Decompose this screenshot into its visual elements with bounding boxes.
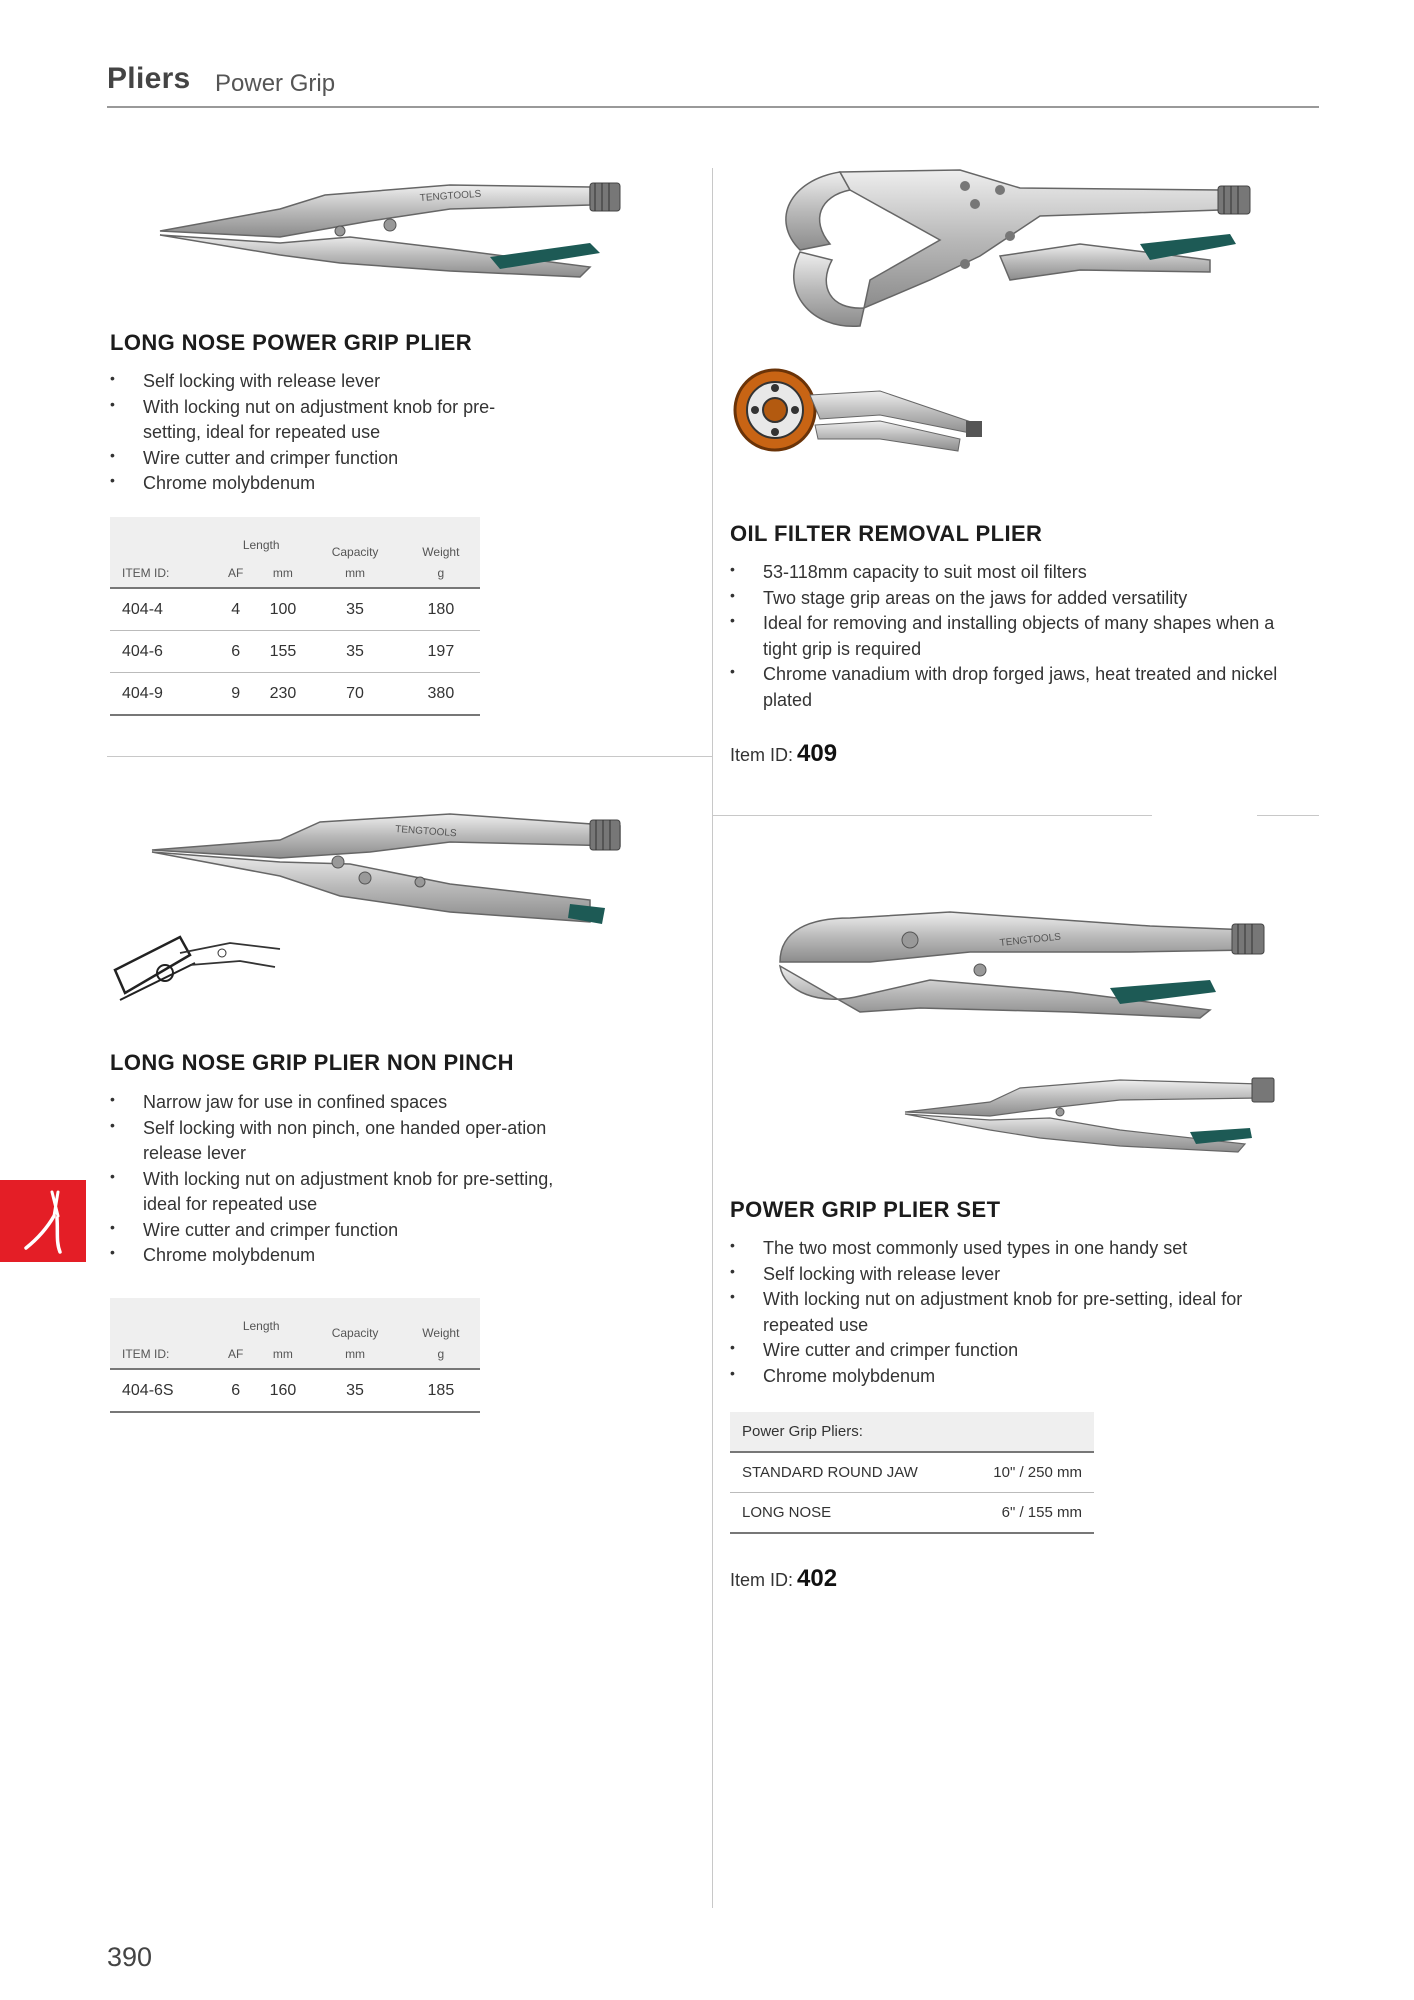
feature-item: • Chrome vanadium with drop forged jaws, heat treated and nickel plated bbox=[730, 662, 1300, 713]
product-title-set: POWER GRIP PLIER SET bbox=[730, 1197, 1001, 1222]
spec-table-long-nose bbox=[110, 517, 480, 716]
cell-plier-size: 6" / 155 mm bbox=[963, 1493, 1094, 1534]
cell-length: 160 bbox=[257, 1369, 308, 1412]
cell-af: 9 bbox=[214, 673, 258, 716]
feature-item: • The two most commonly used types in one handy set bbox=[730, 1236, 1300, 1262]
col-header-capacity: Capacity bbox=[331, 1326, 379, 1340]
feature-item: • Ideal for removing and installing objects of many shapes when a tight grip is required bbox=[730, 611, 1300, 662]
feature-item: • Narrow jaw for use in confined spaces bbox=[110, 1090, 580, 1116]
spec-table-non-pinch bbox=[110, 1298, 480, 1413]
category-tab bbox=[0, 1180, 86, 1262]
feature-item: • Chrome molybdenum bbox=[110, 1243, 580, 1269]
feature-list-non-pinch bbox=[110, 1090, 580, 1269]
cell-length: 155 bbox=[257, 631, 308, 673]
item-id-value: 409 bbox=[797, 740, 838, 767]
feature-item: • Self locking with release lever bbox=[110, 369, 530, 395]
col-header-af: AF bbox=[214, 559, 258, 588]
table-row bbox=[110, 673, 480, 716]
item-id-value: 402 bbox=[797, 1565, 838, 1592]
cell-capacity: 70 bbox=[308, 673, 401, 716]
cell-capacity: 35 bbox=[308, 588, 401, 631]
svg-text:TENGTOOLS: TENGTOOLS bbox=[419, 188, 482, 204]
table-row bbox=[730, 1493, 1094, 1534]
col-header-item: ITEM ID: bbox=[110, 559, 214, 588]
cell-weight: 197 bbox=[402, 631, 480, 673]
cell-length: 230 bbox=[257, 673, 308, 716]
non-pinch-usage-illustration bbox=[110, 925, 290, 1020]
cell-weight: 185 bbox=[402, 1369, 480, 1412]
cell-af: 4 bbox=[214, 588, 258, 631]
set-table-header: Power Grip Pliers: bbox=[730, 1412, 1094, 1452]
page-title: Pliers bbox=[107, 62, 191, 95]
feature-item: • Two stage grip areas on the jaws for added versatility bbox=[730, 586, 1300, 612]
cell-plier-type: LONG NOSE bbox=[730, 1493, 963, 1534]
feature-list-set bbox=[730, 1236, 1300, 1389]
col-header-capacity: Capacity bbox=[331, 545, 379, 559]
feature-item: • With locking nut on adjustment knob for pre-setting, ideal for repeated use bbox=[110, 395, 530, 446]
table-row bbox=[730, 1452, 1094, 1493]
cell-af: 6 bbox=[214, 1369, 258, 1412]
section-divider-right bbox=[712, 815, 1152, 816]
cell-item-id: 404-4 bbox=[110, 588, 214, 631]
col-header-length: Length bbox=[242, 538, 280, 552]
feature-item: • 53-118mm capacity to suit most oil filters bbox=[730, 560, 1300, 586]
feature-item: • Wire cutter and crimper function bbox=[730, 1338, 1300, 1364]
col-header-cap-unit: mm bbox=[308, 559, 401, 588]
table-row bbox=[110, 1369, 480, 1412]
cell-capacity: 35 bbox=[308, 1369, 401, 1412]
item-id-oil-filter bbox=[730, 740, 837, 768]
col-header-mm: mm bbox=[257, 1340, 308, 1369]
non-pinch-plier-image bbox=[150, 800, 640, 935]
table-row bbox=[110, 588, 480, 631]
cell-item-id: 404-6S bbox=[110, 1369, 214, 1412]
product-title-long-nose: LONG NOSE POWER GRIP PLIER bbox=[110, 330, 473, 355]
feature-item: • Self locking with non pinch, one handed oper-ation release lever bbox=[110, 1116, 580, 1167]
col-header-wt-unit: g bbox=[402, 1340, 480, 1369]
table-row bbox=[110, 631, 480, 673]
page-subtitle: Power Grip bbox=[215, 70, 336, 97]
col-header-weight: Weight bbox=[422, 545, 460, 559]
cell-af: 6 bbox=[214, 631, 258, 673]
col-header-weight: Weight bbox=[422, 1326, 460, 1340]
item-id-label: Item ID: bbox=[730, 1570, 794, 1590]
feature-item: • With locking nut on adjustment knob for pre-setting, ideal for repeated use bbox=[730, 1287, 1300, 1338]
product-title-oil-filter: OIL FILTER REMOVAL PLIER bbox=[730, 521, 1043, 546]
feature-list-oil-filter bbox=[730, 560, 1300, 713]
header-rule bbox=[107, 106, 1319, 108]
feature-item: • Chrome molybdenum bbox=[730, 1364, 1300, 1390]
col-header-mm: mm bbox=[257, 559, 308, 588]
cell-item-id: 404-9 bbox=[110, 673, 214, 716]
oil-filter-plier-image bbox=[760, 160, 1285, 335]
feature-item: • With locking nut on adjustment knob for pre-setting, ideal for repeated use bbox=[110, 1167, 580, 1218]
col-header-length: Length bbox=[242, 1319, 280, 1333]
standard-round-jaw-plier-image bbox=[770, 900, 1270, 1020]
item-id-set bbox=[730, 1565, 837, 1593]
feature-item: • Self locking with release lever bbox=[730, 1262, 1300, 1288]
feature-list-long-nose bbox=[110, 369, 530, 497]
pliers-icon bbox=[0, 1180, 86, 1262]
section-divider-left bbox=[107, 756, 712, 757]
long-nose-set-plier-image bbox=[900, 1060, 1280, 1155]
product-title-non-pinch: LONG NOSE GRIP PLIER NON PINCH bbox=[110, 1050, 514, 1075]
long-nose-plier-image bbox=[150, 165, 640, 295]
svg-text:TENGTOOLS: TENGTOOLS bbox=[999, 931, 1062, 949]
cell-weight: 180 bbox=[402, 588, 480, 631]
cell-item-id: 404-6 bbox=[110, 631, 214, 673]
cell-length: 100 bbox=[257, 588, 308, 631]
col-header-cap-unit: mm bbox=[308, 1340, 401, 1369]
oil-filter-usage-image bbox=[730, 355, 990, 470]
page-number: 390 bbox=[107, 1942, 153, 1972]
column-divider bbox=[712, 168, 713, 1908]
feature-item: • Wire cutter and crimper function bbox=[110, 446, 530, 472]
feature-item: • Wire cutter and crimper function bbox=[110, 1218, 580, 1244]
item-id-label: Item ID: bbox=[730, 745, 794, 765]
col-header-af: AF bbox=[214, 1340, 258, 1369]
col-header-wt-unit: g bbox=[402, 559, 480, 588]
cell-weight: 380 bbox=[402, 673, 480, 716]
cell-capacity: 35 bbox=[308, 631, 401, 673]
section-divider-right-end bbox=[1257, 815, 1319, 816]
col-header-item: ITEM ID: bbox=[110, 1340, 214, 1369]
set-contents-table bbox=[730, 1412, 1094, 1534]
feature-item: • Chrome molybdenum bbox=[110, 471, 530, 497]
svg-text:TENGTOOLS: TENGTOOLS bbox=[394, 824, 457, 840]
cell-plier-size: 10" / 250 mm bbox=[963, 1452, 1094, 1493]
cell-plier-type: STANDARD ROUND JAW bbox=[730, 1452, 963, 1493]
